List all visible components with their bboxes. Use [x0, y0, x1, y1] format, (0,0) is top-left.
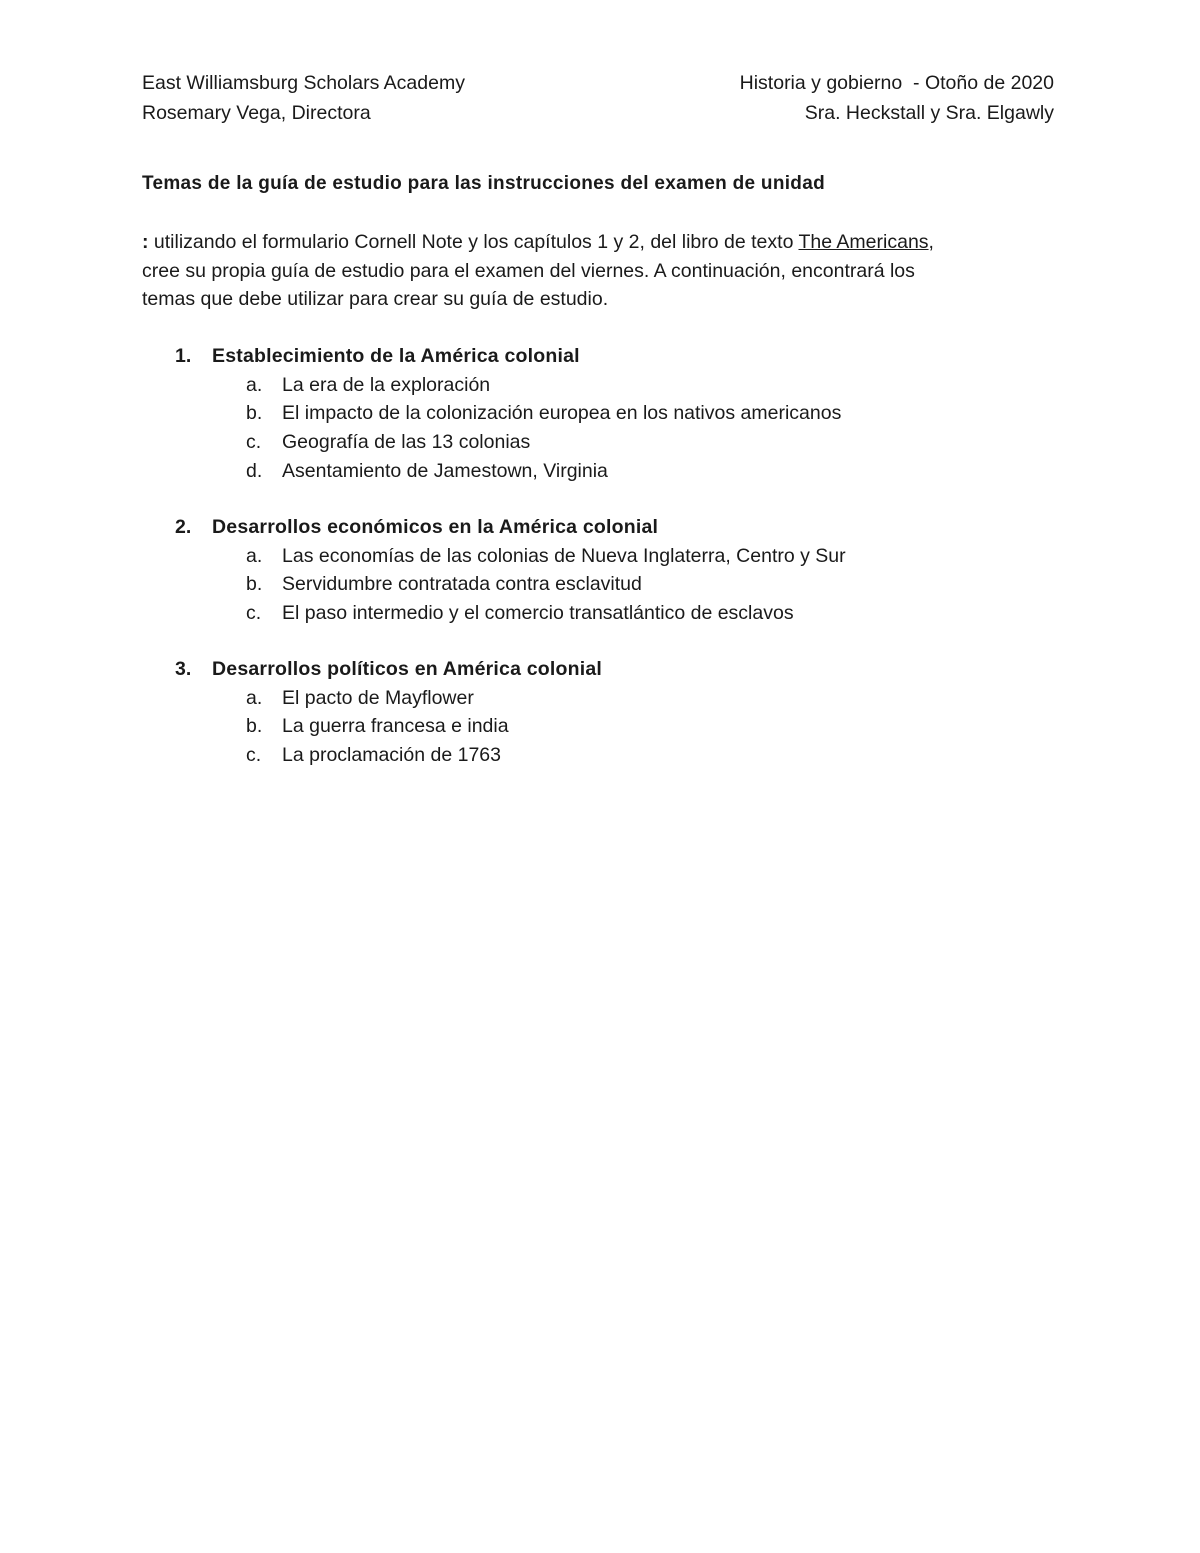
item-letter: a.: [246, 686, 263, 709]
item-text: Asentamiento de Jamestown, Virginia: [282, 459, 608, 482]
item-text: El pacto de Mayflower: [282, 686, 474, 709]
instructions-paragraph: [142, 228, 1062, 314]
list-item: [142, 457, 1062, 486]
item-letter: c.: [246, 743, 262, 766]
instructions-text-1-end: ,: [928, 231, 934, 253]
section-title: Establecimiento de la América colonial: [212, 345, 580, 367]
section-heading: [142, 342, 1062, 371]
book-title: The Americans: [798, 231, 929, 253]
item-text: Servidumbre contratada contra esclavitud: [282, 573, 642, 596]
item-letter: b.: [246, 402, 263, 425]
course-name: Historia y gobierno - Otoño de 2020: [739, 72, 1054, 94]
list-item: [142, 428, 1062, 457]
principal-name: Rosemary Vega, Directora: [142, 102, 371, 124]
list-item: [142, 399, 1062, 428]
school-name: East Williamsburg Scholars Academy: [142, 72, 465, 94]
topic-section-3: [142, 655, 1062, 770]
section-heading: [142, 655, 1062, 684]
list-item: [142, 542, 1062, 571]
list-item: [142, 599, 1062, 628]
list-item: [142, 741, 1062, 770]
list-item: [142, 684, 1062, 713]
teacher-names: Sra. Heckstall y Sra. Elgawly: [804, 102, 1054, 124]
list-item: [142, 712, 1062, 741]
instructions-line-1: [142, 228, 1062, 257]
topic-section-2: [142, 513, 1062, 628]
item-text: La guerra francesa e india: [282, 715, 509, 738]
instructions-text-1: utilizando el formulario Cornell Note y los capítulos 1 y 2, del libro de texto: [148, 231, 799, 253]
list-item: [142, 371, 1062, 400]
section-number: 2.: [175, 516, 192, 538]
item-text: El paso intermedio y el comercio transatlántico de esclavos: [282, 601, 794, 624]
item-letter: a.: [246, 373, 263, 396]
item-letter: b.: [246, 573, 263, 596]
item-letter: d.: [246, 459, 263, 482]
item-letter: a.: [246, 544, 263, 567]
item-letter: b.: [246, 715, 263, 738]
item-letter: c.: [246, 430, 262, 453]
item-letter: c.: [246, 601, 262, 624]
item-text: Geografía de las 13 colonias: [282, 430, 531, 453]
instructions-line-2: cree su propia guía de estudio para el examen del viernes. A continuación, encontrará los: [142, 259, 915, 282]
instructions-line-3: temas que debe utilizar para crear su guía de estudio.: [142, 288, 609, 310]
item-text: Las economías de las colonias de Nueva Inglaterra, Centro y Sur: [282, 544, 846, 567]
item-text: El impacto de la colonización europea en los nativos americanos: [282, 402, 842, 425]
item-text: La proclamación de 1763: [282, 743, 501, 766]
section-number: 3.: [175, 658, 192, 680]
instructions-colon: :: [142, 231, 149, 253]
topic-section-1: [142, 342, 1062, 485]
section-number: 1.: [175, 345, 192, 367]
item-text: La era de la exploración: [282, 373, 491, 396]
list-item: [142, 570, 1062, 599]
section-title: Desarrollos económicos en la América colonial: [212, 516, 659, 538]
section-title: Desarrollos políticos en América colonial: [212, 658, 603, 680]
section-heading: [142, 513, 1062, 542]
page-title: Temas de la guía de estudio para las instrucciones del examen de unidad: [142, 173, 825, 194]
